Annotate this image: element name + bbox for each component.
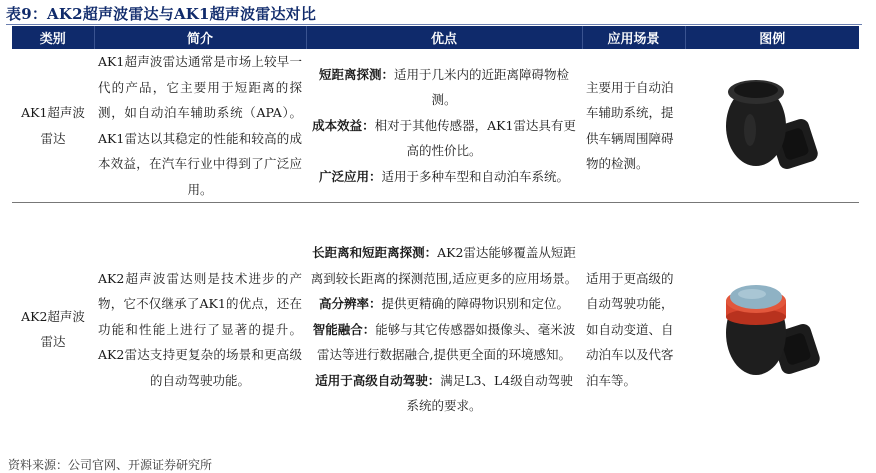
table-header-row <box>12 26 859 49</box>
ak1-sensor-image <box>712 68 832 184</box>
table-title: 表9：AK2超声波雷达与AK1超声波雷达对比 <box>6 5 317 23</box>
advantage-key: 广泛应用： <box>318 168 382 184</box>
advantage-item <box>310 62 578 113</box>
cell-application: 主要用于自动泊车辅助系统，提供车辆周围障碍物的检测。 <box>582 49 685 203</box>
comparison-table <box>12 26 859 456</box>
advantage-key: 长距离和短距离探测： <box>312 245 438 260</box>
advantage-item <box>310 164 578 190</box>
advantage-key: 成本效益： <box>312 117 375 133</box>
cell-image <box>685 203 859 456</box>
advantage-item <box>310 113 578 164</box>
cell-application: 适用于更高级的自动驾驶功能，如自动变道、自动泊车以及代客泊车等。 <box>586 270 674 388</box>
header-application: 应用场景 <box>582 26 685 49</box>
ak2-sensor-image <box>712 267 832 391</box>
cell-intro: AK1超声波雷达通常是市场上较早一代的产品，它主要用于短距离的探测，如自动泊车辅助系统（APA）。AK1雷达以其稳定的性能和较高的成本效益，在汽车行业中得到了广泛应用。 <box>94 49 306 203</box>
advantage-text: 能够与其它传感器如摄像头、毫米波雷达等进行数据融合,提供更全面的环境感知。 <box>317 321 576 362</box>
header-type: 类别 <box>12 26 94 49</box>
header-advantages: 优点 <box>306 26 582 49</box>
cell-intro: AK2超声波雷达则是技术进步的产物，它不仅继承了AK1的优点，还在功能和性能上进行了显著的提升。AK2雷达支持更复杂的场景和更高级的自动驾驶功能。 <box>98 270 302 388</box>
advantage-key: 智能融合： <box>312 321 376 337</box>
advantage-text: AK2雷达能够覆盖从短距离到较长距离的探测范围,适应更多的应用场景。 <box>310 245 578 286</box>
cell-type: AK2超声波雷达 <box>21 308 85 350</box>
cell-advantages <box>306 49 582 203</box>
advantage-key: 适用于高级自动驾驶： <box>315 372 441 388</box>
advantage-text: 相对于其他传感器，AK1雷达具有更高的性价比。 <box>374 117 576 159</box>
advantage-text: 提供更精确的障碍物识别和定位。 <box>381 296 570 311</box>
cell-image <box>685 49 859 203</box>
table-row-ak1 <box>12 49 859 203</box>
advantage-key: 高分辨率： <box>318 296 382 311</box>
source-note: 资料来源：公司官网、开源证券研究所 <box>8 458 213 472</box>
title-divider <box>6 24 862 25</box>
advantage-text: 适用于几米内的近距离障碍物检测。 <box>394 66 570 108</box>
cell-type: AK1超声波雷达 <box>12 49 94 203</box>
advantage-item <box>310 240 578 291</box>
table-row-ak2 <box>12 203 859 456</box>
header-image: 图例 <box>685 26 859 49</box>
advantage-key: 短距离探测： <box>318 66 394 82</box>
advantage-item <box>310 317 578 368</box>
cell-advantages <box>306 203 582 456</box>
advantage-text: 适用于多种车型和自动泊车系统。 <box>381 168 570 184</box>
header-intro: 简介 <box>94 26 306 49</box>
advantage-text: 满足L3、L4级自动驾驶系统的要求。 <box>406 372 573 413</box>
advantage-item <box>310 291 578 317</box>
advantage-item <box>310 368 578 419</box>
